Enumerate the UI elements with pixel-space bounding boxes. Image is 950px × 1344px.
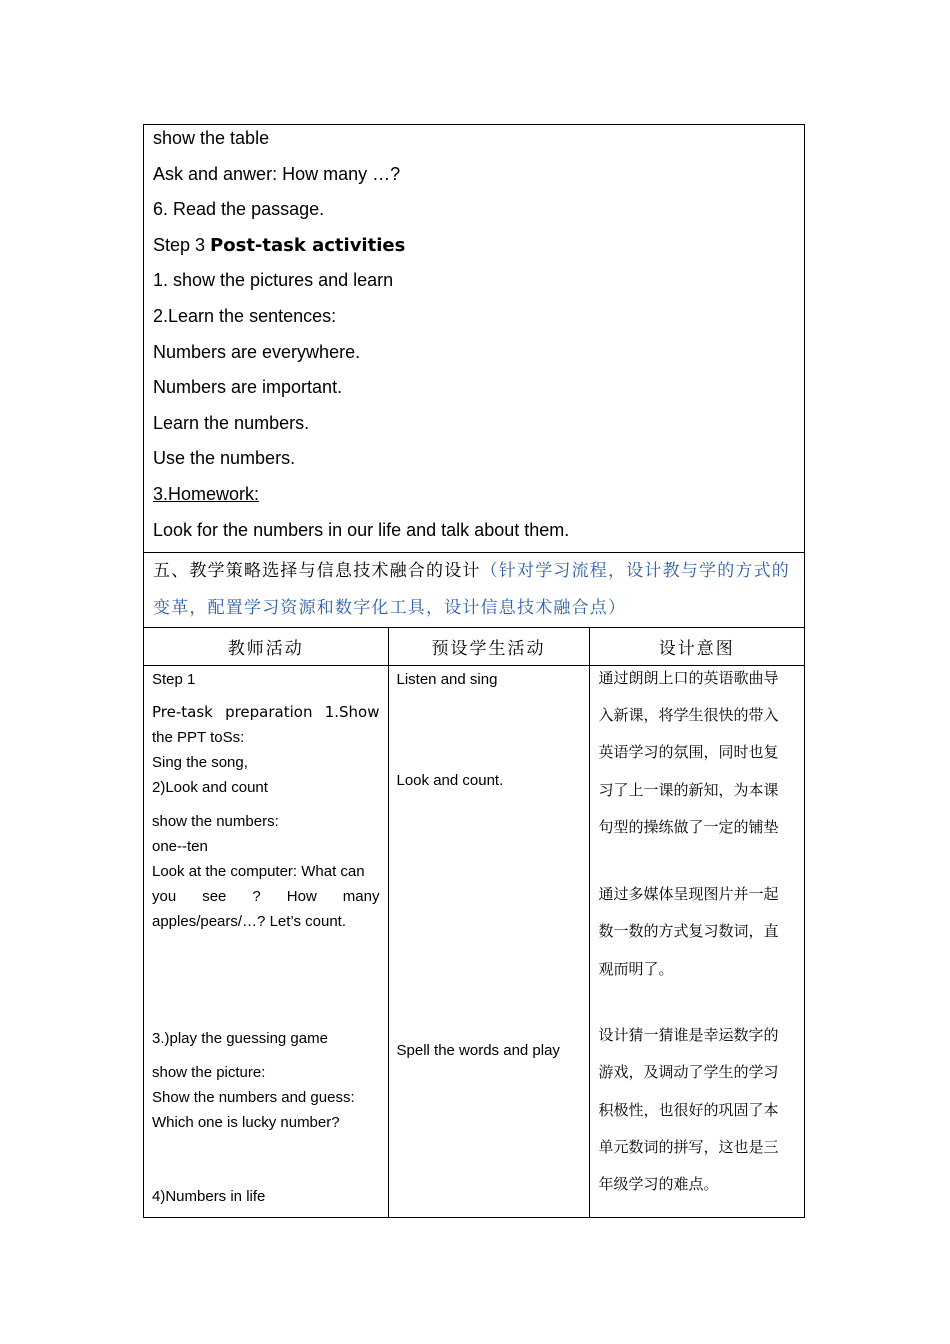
student-activity-cell bbox=[388, 666, 589, 1218]
text-line: Look for the numbers in our life and talk about them. bbox=[153, 519, 570, 540]
text-line: Step 1 bbox=[152, 671, 196, 689]
word: many bbox=[342, 888, 380, 906]
word: see bbox=[202, 888, 227, 906]
teacher-activity-cell bbox=[144, 666, 388, 1218]
section-five-note: （针对学习流程，设计教与学的方式的变革，配置学习资源和数字化工具，设计信息技术融合点） bbox=[153, 561, 791, 619]
section-five-title bbox=[144, 553, 804, 628]
homework-heading: 3.Homework: bbox=[153, 483, 260, 504]
teacher-activity-header: 教师活动 bbox=[144, 628, 388, 666]
text-line: 通过多媒体呈现图片并一起 bbox=[598, 885, 779, 904]
text-line: 积极性，也很好的巩固了本 bbox=[598, 1101, 779, 1120]
text-line: Which one is lucky number? bbox=[152, 1114, 340, 1132]
text-line: 年级学习的难点。 bbox=[598, 1175, 719, 1194]
content-row bbox=[144, 666, 804, 1218]
text-line: Spell the words and play bbox=[396, 1042, 560, 1060]
text-line: one--ten bbox=[152, 838, 208, 856]
text-line: 2)Look and count bbox=[152, 779, 268, 797]
text-line: 英语学习的氛围，同时也复 bbox=[598, 743, 779, 762]
text-line: 单元数词的拼写，这也是三 bbox=[598, 1138, 779, 1157]
word: ? bbox=[252, 888, 261, 906]
word: you bbox=[152, 888, 177, 906]
word: preparation bbox=[225, 703, 313, 722]
text-line: 通过朗朗上口的英语歌曲导 bbox=[598, 669, 779, 688]
text-line: 设计猜一猜谁是幸运数字的 bbox=[598, 1026, 779, 1045]
word: How bbox=[286, 888, 317, 906]
activity-grid bbox=[144, 628, 804, 1217]
text-line: 游戏，及调动了学生的学习 bbox=[598, 1063, 779, 1082]
text-line: the PPT toSs: bbox=[152, 729, 245, 747]
text-line: 入新课，将学生很快的带入 bbox=[598, 706, 779, 725]
lesson-plan-table bbox=[143, 124, 805, 1218]
step3-heading bbox=[153, 232, 796, 268]
text-line: Show the numbers and guess: bbox=[152, 1089, 355, 1107]
text-line: 4)Numbers in life bbox=[152, 1188, 266, 1206]
text-line: 2.Learn the sentences: bbox=[153, 305, 337, 326]
text-line: Numbers are everywhere. bbox=[153, 341, 361, 362]
text-line: 观而明了。 bbox=[598, 960, 674, 979]
step3-title: Post-task activities bbox=[210, 234, 406, 256]
text-line: Look at the computer: What can bbox=[152, 863, 365, 881]
text-line: Numbers are important. bbox=[153, 377, 343, 398]
text-line: apples/pears/…? Let’s count. bbox=[152, 913, 347, 931]
text-line: 6. Read the passage. bbox=[153, 199, 325, 220]
text-line: Sing the song, bbox=[152, 754, 248, 772]
word: 1.Show bbox=[324, 703, 380, 722]
section-five-label: 五、教学策略选择与信息技术融合的设计 bbox=[153, 561, 481, 582]
text-line: Look and count. bbox=[396, 772, 504, 790]
text-line: show the table bbox=[153, 128, 270, 148]
design-intent-header: 设计意图 bbox=[589, 628, 804, 666]
word: Pre-task bbox=[152, 703, 213, 722]
text-line: 1. show the pictures and learn bbox=[153, 270, 394, 291]
design-intent-cell bbox=[589, 666, 804, 1218]
text-line: 习了上一课的新知，为本课 bbox=[598, 781, 779, 800]
text-line: 数一数的方式复习数词，直 bbox=[598, 922, 779, 941]
text-line: 句型的操练做了一定的铺垫 bbox=[598, 818, 779, 837]
text-line bbox=[152, 884, 380, 909]
text-line: show the numbers: bbox=[152, 813, 279, 831]
text-line: Ask and anwer: How many …? bbox=[153, 163, 401, 184]
post-task-block bbox=[144, 125, 804, 553]
text-line: Learn the numbers. bbox=[153, 412, 310, 433]
text-line: 3.)play the guessing game bbox=[152, 1030, 328, 1048]
text-line: show the picture: bbox=[152, 1064, 266, 1082]
student-activity-header: 预设学生活动 bbox=[388, 628, 589, 666]
step3-prefix: Step 3 bbox=[153, 234, 211, 255]
text-line: Use the numbers. bbox=[153, 448, 296, 469]
text-line bbox=[152, 700, 380, 725]
text-line: Listen and sing bbox=[396, 671, 498, 689]
